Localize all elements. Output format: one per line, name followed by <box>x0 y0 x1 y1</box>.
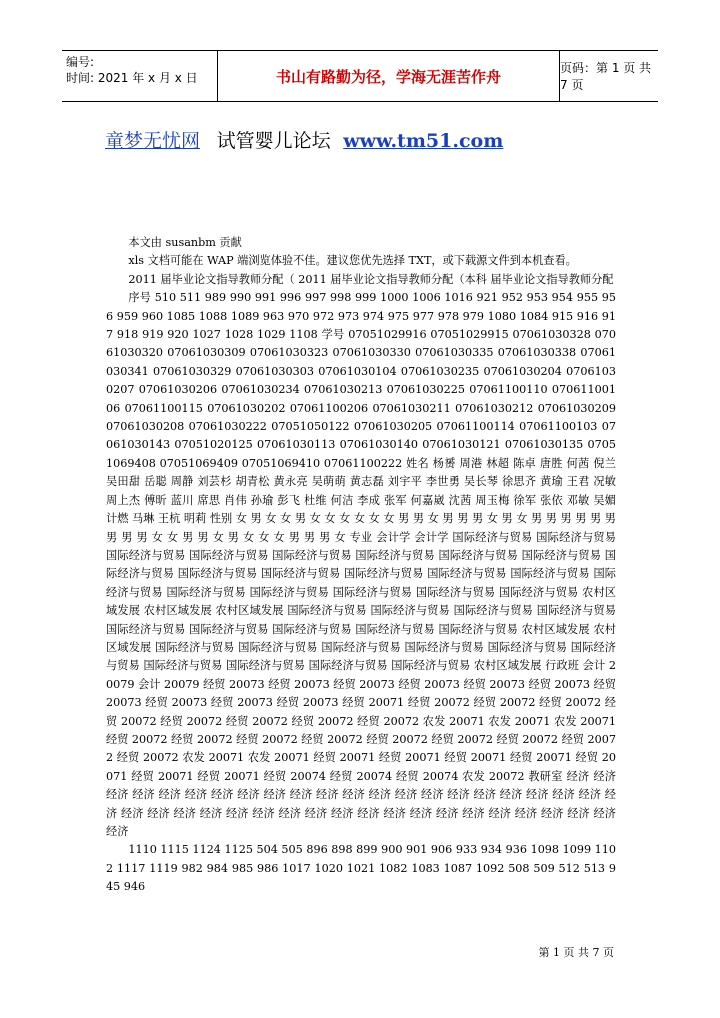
table-text-continued: 1110 1115 1124 1125 504 505 896 898 899 900 901 906 933 934 936 1098 1099 1102 1117 1119 982 984 985 986 1017 1020 1021 1082 1083 1087 1092 508 509 512 513 945 946 <box>106 843 616 894</box>
brand-link[interactable]: 童梦无忧网 <box>105 130 201 152</box>
page-title <box>105 126 625 153</box>
header-page-number: 页码：第 1 页 共 7 页 <box>560 61 652 92</box>
page-header <box>62 50 658 102</box>
document-body <box>106 234 616 897</box>
site-link[interactable]: www.tm51.com <box>343 130 504 152</box>
contributor-line: 本文由 susanbm 贡献 <box>128 236 242 249</box>
table-text: 序号 510 511 989 990 991 996 997 998 999 1000 1006 1016 921 952 953 954 955 956 959 960 1085 1088 1089 963 970 972 973 974 975 977 978 979 1080 1084 915 916 917 918 919 920 1027 1028 1029 1108 学号 07051029916 07051029915 07061030328 07061030320 07061030309 07061030323 07061030330 07061030335 07061030338 07061030341 07061030329 07061030303 07061030104 07061030235 07061030204 07061030207 07061030206 07061030234 07061030213 07061030225 07061100110 07061100106 07061100115 07061030202 07061100206 07061030211 07061030212 07061030209 07061030208 07061030222 07051050122 07061030205 07061100114 07061100103 07061030143 07051020125 07061030113 07061030140 07061030121 07061030135 07051069408 07051069409 07051069410 07061100222 姓名 杨赟 周港 林超 陈卓 唐胜 何茜 倪兰 吴田甜 岳聪 周静 刘芸杉 胡青松 黄永亮 吴萌萌 黄志磊 刘宇平 李世勇 吴长琴 徐思齐 黄瑜 王君 况敏 周上杰 傅昕 蓝川 席思 肖伟 孙瑜 彭飞 杜维 何洁 李成 张军 何嘉崴 沈茜 周玉梅 徐军 张依 邓敏 吴媚 计燃 马琳 王杭 明莉 性别 女 男 女 女 男 女 女 女 女 女 女 男 男 女 男 男 男 女 男 女 男 男 男 男 男 男 男 男 男 女 女 男 男 女 男 女 女 女 男 男 男 女 专业 会计学 会计学 国际经济与贸易 国际经济与贸易 国际经济与贸易 国际经济与贸易 国际经济与贸易 国际经济与贸易 国际经济与贸易 国际经济与贸易 国际经济与贸易 国际经济与贸易 国际经济与贸易 国际经济与贸易 国际经济与贸易 国际经济与贸易 国际经济与贸易 国际经济与贸易 国际经济与贸易 国际经济与贸易 国际经济与贸易 国际经济与贸易 农村区域发展 农村区域发展 农村区域发展 国际经济与贸易 国际经济与贸易 国际经济与贸易 国际经济与贸易 国际经济与贸易 国际经济与贸易 国际经济与贸易 国际经济与贸易 国际经济与贸易 农村区域发展 农村区域发展 国际经济与贸易 国际经济与贸易 国际经济与贸易 国际经济与贸易 国际经济与贸易 国际经济与贸易 国际经济与贸易 国际经济与贸易 国际经济与贸易 国际经济与贸易 农村区域发展 行政班 会计 20079 会计 20079 经贸 20073 经贸 20073 经贸 20073 经贸 20073 经贸 20073 经贸 20073 经贸 20073 经贸 20073 经贸 20073 经贸 20073 经贸 20071 经贸 20072 经贸 20072 经贸 20072 经贸 20072 经贸 20072 经贸 20072 经贸 20072 经贸 20072 农发 20071 农发 20071 农发 20071 经贸 20072 经贸 20072 经贸 20072 经贸 20072 经贸 20072 经贸 20072 经贸 20072 经贸 20072 经贸 20072 农发 20071 农发 20071 经贸 20071 经贸 20071 经贸 20071 经贸 20071 经贸 20071 经贸 20071 经贸 20071 经贸 20074 经贸 20074 经贸 20074 农发 20072 教研室 经济 经济 经济 经济 经济 经济 经济 经济 经济 经济 经济 经济 经济 经济 经济 经济 经济 经济 经济 经济 经济 经济 经济 经济 经济 经济 经济 经济 经济 经济 经济 经济 经济 经济 经济 经济 经济 经济 经济 经济 经济 经济 <box>106 291 616 838</box>
document-number-label: 编号: <box>66 55 95 69</box>
document-heading: 2011 届毕业论文指导教师分配（ 2011 届毕业论文指导教师分配（本科 届毕业论文指导教师分配 <box>128 272 614 286</box>
format-notice: xls 文档可能在 WAP 端浏览体验不佳。建议您优先选择 TXT，或下载源文件到本机查看。 <box>128 254 577 268</box>
header-motto: 书山有路勤为径，学海无涯苦作舟 <box>218 51 560 101</box>
document-time-label: 时间: 2021 年 x 月 x 日 <box>66 71 198 85</box>
forum-title: 试管婴儿论坛 <box>216 130 331 152</box>
header-info-cell <box>62 51 218 101</box>
page-footer: 第 1 页 共 7 页 <box>538 946 614 959</box>
